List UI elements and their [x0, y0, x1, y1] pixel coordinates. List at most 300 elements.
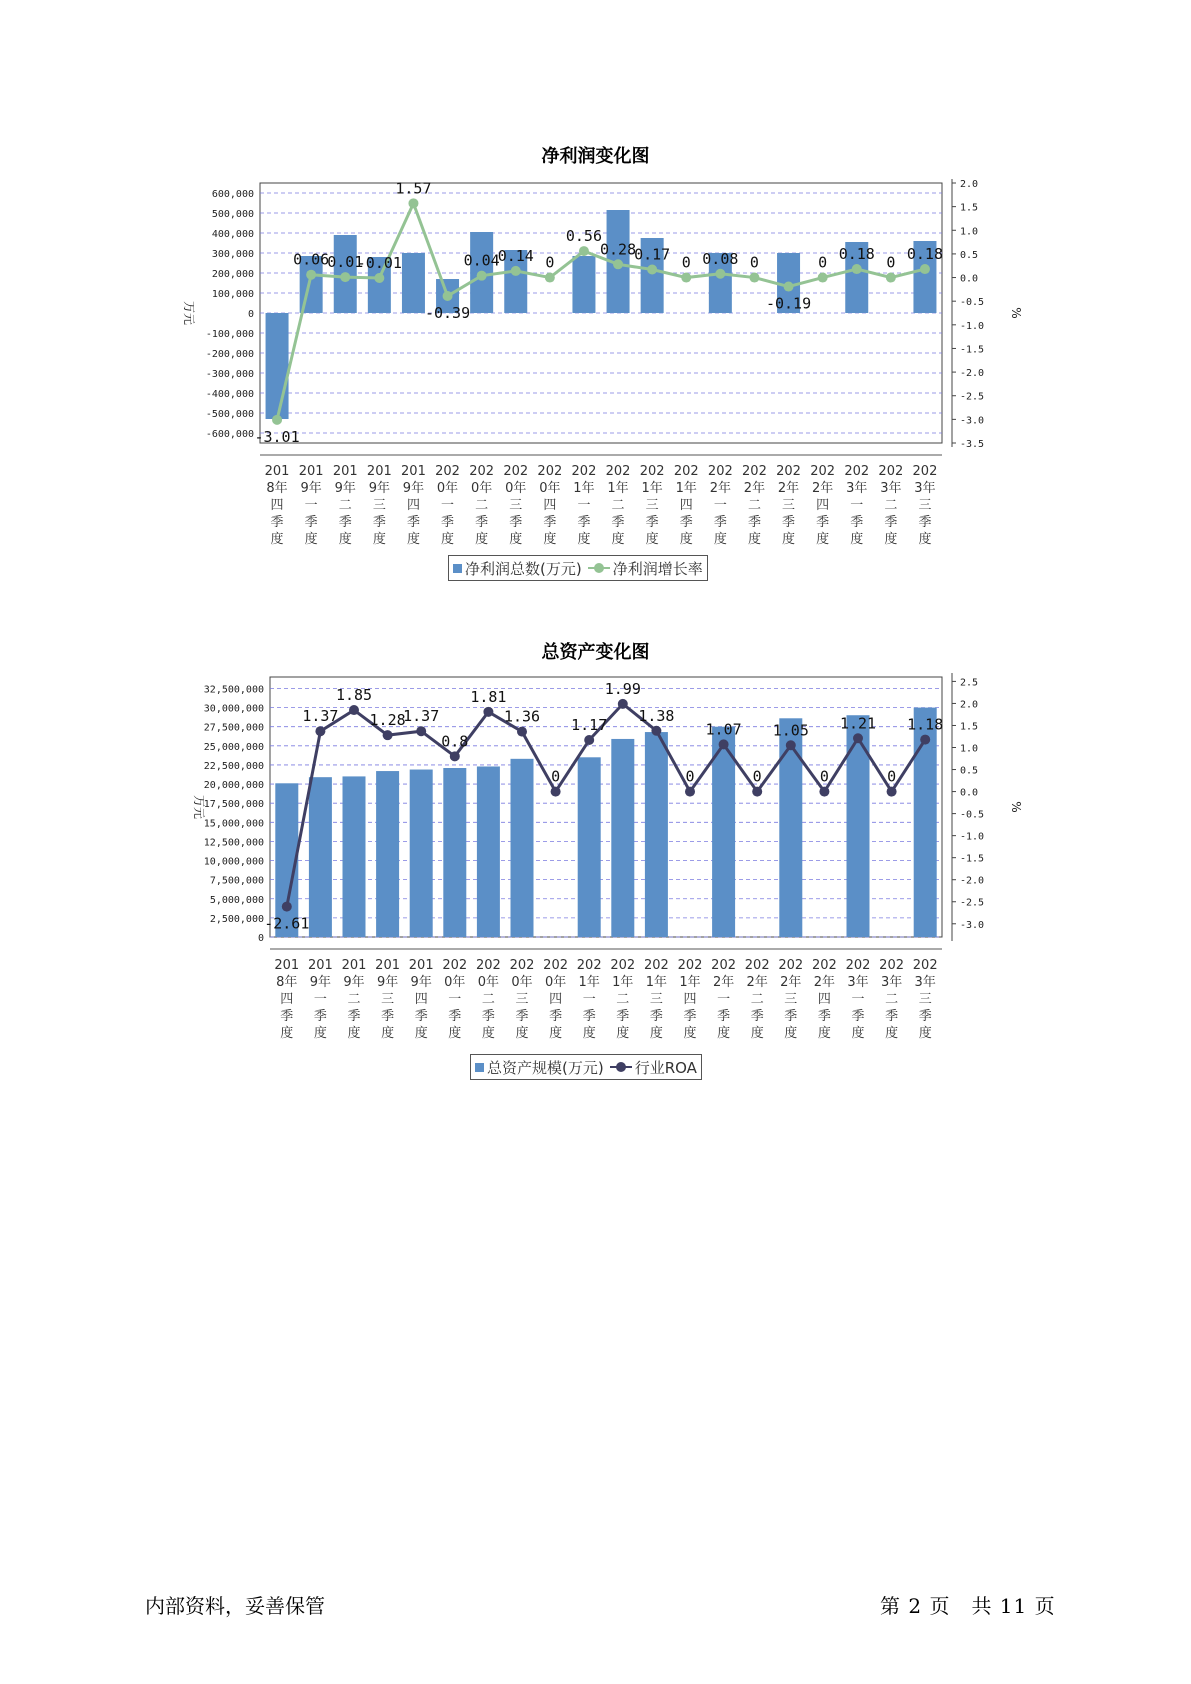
x-tick-label: 季 — [441, 515, 455, 530]
line-point — [752, 787, 762, 797]
line-point — [651, 726, 661, 736]
x-tick-label: 202 — [879, 958, 905, 973]
x-tick-label: 度 — [884, 532, 898, 547]
x-tick-label: 三 — [372, 498, 386, 513]
x-tick-label: 度 — [582, 1026, 596, 1041]
line-point — [306, 270, 316, 280]
x-tick-label: 度 — [817, 1026, 831, 1041]
x-tick-label: 度 — [515, 1026, 529, 1041]
data-label: 0 — [752, 767, 762, 786]
data-label: 0.56 — [565, 227, 603, 246]
x-tick-label: 一 — [577, 498, 591, 513]
x-tick-label: 三 — [381, 992, 395, 1007]
line-point — [349, 705, 359, 715]
x-tick-label: 3年 — [880, 975, 903, 990]
x-tick-label: 四 — [816, 498, 830, 513]
data-label: 1.81 — [470, 687, 507, 706]
y2-tick-label: -3.0 — [960, 415, 985, 427]
legend-label: 净利润增长率 — [612, 559, 703, 578]
data-label: 0.08 — [702, 249, 739, 268]
x-tick-label: 0年 — [544, 975, 567, 990]
x-tick-label: 1年 — [607, 481, 629, 496]
y-tick-label: 500,000 — [211, 209, 254, 220]
x-tick-label: 202 — [639, 464, 665, 479]
bar — [611, 739, 634, 937]
x-tick-label: 度 — [616, 1026, 630, 1041]
x-tick-label: 9年 — [309, 975, 332, 990]
x-tick-label: 度 — [509, 532, 523, 547]
y-tick-label: 30,000,000 — [203, 703, 264, 715]
y-axis-unit-label: 万元 — [192, 794, 206, 820]
line-point — [647, 265, 657, 275]
x-tick-label: 201 — [341, 958, 367, 973]
x-tick-label: 二 — [338, 498, 352, 513]
x-tick-label: 3年 — [847, 975, 869, 990]
x-tick-label: 四 — [683, 992, 697, 1007]
bar — [266, 313, 289, 419]
x-tick-label: 0年 — [505, 481, 527, 496]
y2-tick-label: -1.5 — [960, 853, 985, 865]
y2-tick-label: -0.5 — [960, 297, 985, 309]
total-assets-legend — [470, 1054, 702, 1080]
x-tick-label: 度 — [414, 1026, 428, 1041]
x-tick-label: 202 — [509, 958, 535, 973]
x-tick-label: 度 — [683, 1026, 697, 1041]
y-tick-label: 600,000 — [211, 189, 254, 200]
x-tick-label: 度 — [280, 1026, 294, 1041]
x-tick-label: 度 — [816, 532, 830, 547]
x-tick-label: 季 — [784, 1009, 798, 1024]
x-tick-label: 201 — [274, 958, 300, 973]
x-tick-label: 度 — [372, 532, 386, 547]
x-tick-label: 度 — [481, 1026, 495, 1041]
y-tick-label: 5,000,000 — [209, 894, 264, 906]
x-tick-label: 二 — [885, 992, 899, 1007]
x-tick-label: 季 — [679, 515, 693, 530]
x-tick-label: 9年 — [368, 481, 390, 496]
y-tick-label: 300,000 — [211, 249, 254, 260]
x-tick-label: 季 — [616, 1009, 630, 1024]
x-tick-label: 一 — [713, 498, 727, 513]
bar — [309, 777, 332, 937]
x-tick-label: 度 — [313, 1026, 327, 1041]
line-point — [719, 739, 729, 749]
x-tick-label: 202 — [643, 958, 669, 973]
chart-title-total-assets: 总资产变化图 — [541, 642, 650, 663]
y2-tick-label: 1.0 — [960, 743, 979, 755]
x-tick-label: 201 — [375, 958, 401, 973]
chart-title-net-profit: 净利润变化图 — [541, 146, 650, 167]
plot-area — [260, 183, 942, 443]
line-point — [408, 198, 418, 208]
line-point — [715, 269, 725, 279]
x-tick-label: 二 — [884, 498, 898, 513]
bar — [572, 256, 595, 313]
y2-tick-label: 2.5 — [960, 677, 979, 689]
data-label: 0 — [818, 253, 828, 272]
x-tick-label: 度 — [577, 532, 591, 547]
x-tick-label: 度 — [918, 532, 932, 547]
y2-tick-label: -2.0 — [960, 875, 985, 887]
footer-confidential-note: 内部资料，妥善保管 — [145, 1594, 325, 1618]
x-tick-label: 二 — [616, 992, 630, 1007]
x-tick-label: 度 — [679, 532, 693, 547]
x-tick-label: 季 — [747, 515, 761, 530]
x-tick-label: 度 — [406, 532, 420, 547]
x-tick-label: 一 — [313, 992, 327, 1007]
x-tick-label: 季 — [918, 515, 932, 530]
x-tick-label: 度 — [717, 1026, 731, 1041]
x-tick-label: 三 — [515, 992, 529, 1007]
x-tick-label: 3年 — [914, 481, 936, 496]
x-tick-label: 201 — [307, 958, 333, 973]
x-tick-label: 度 — [304, 532, 318, 547]
x-tick-label: 二 — [347, 992, 361, 1007]
x-tick-label: 三 — [509, 498, 523, 513]
x-tick-label: 季 — [683, 1009, 697, 1024]
x-tick-label: 202 — [605, 464, 631, 479]
x-tick-label: 季 — [313, 1009, 327, 1024]
x-tick-label: 季 — [414, 1009, 428, 1024]
legend-label: 净利润总数(万元) — [465, 559, 582, 578]
line-point — [818, 273, 828, 283]
x-tick-label: 季 — [372, 515, 386, 530]
x-tick-label: 202 — [778, 958, 804, 973]
data-label: 0.01 — [327, 253, 364, 272]
x-tick-label: 度 — [649, 1026, 663, 1041]
y-tick-label: 15,000,000 — [203, 818, 264, 830]
x-tick-label: 度 — [784, 1026, 798, 1041]
y-tick-label: -300,000 — [205, 369, 254, 380]
line-point — [517, 727, 527, 737]
x-tick-label: 季 — [280, 1009, 294, 1024]
x-tick-label: 季 — [475, 515, 489, 530]
y-tick-label: -600,000 — [205, 429, 254, 440]
x-tick-label: 1年 — [612, 975, 634, 990]
x-tick-label: 202 — [707, 464, 733, 479]
x-tick-label: 一 — [582, 992, 596, 1007]
data-label: 1.37 — [302, 707, 339, 726]
x-tick-label: 季 — [645, 515, 659, 530]
x-tick-label: 一 — [441, 498, 455, 513]
x-tick-label: 季 — [481, 1009, 495, 1024]
x-tick-label: 9年 — [300, 481, 322, 496]
x-tick-label: 9年 — [334, 481, 356, 496]
x-tick-label: 201 — [366, 464, 392, 479]
line-point — [477, 271, 487, 281]
x-tick-label: 202 — [576, 958, 602, 973]
data-label: 0.18 — [906, 245, 944, 264]
line-point — [416, 726, 426, 736]
data-label: -0.39 — [424, 303, 471, 322]
data-label: 0.28 — [599, 240, 637, 259]
x-tick-label: 202 — [742, 464, 767, 479]
x-tick-label: 一 — [717, 992, 731, 1007]
x-tick-label: 2年 — [813, 975, 836, 990]
line-point — [681, 273, 691, 283]
line-point — [749, 273, 759, 283]
x-tick-label: 202 — [610, 958, 636, 973]
y-tick-label: -200,000 — [205, 349, 254, 360]
y-tick-label: 200,000 — [211, 269, 254, 280]
bar — [645, 732, 668, 937]
line-point — [819, 787, 829, 797]
x-tick-label: 季 — [611, 515, 625, 530]
y-tick-label: 20,000,000 — [203, 780, 264, 792]
y2-tick-label: 1.5 — [960, 202, 979, 214]
y2-tick-label: 2.0 — [960, 699, 979, 711]
data-label: 1.07 — [705, 720, 742, 739]
x-tick-label: 三 — [918, 992, 932, 1007]
x-tick-label: 8年 — [276, 975, 298, 990]
x-tick-label: 季 — [381, 1009, 395, 1024]
y-tick-label: 0 — [257, 933, 264, 944]
x-tick-label: 202 — [912, 464, 938, 479]
x-tick-label: 202 — [711, 958, 737, 973]
line-point — [545, 273, 555, 283]
bar — [376, 771, 399, 937]
data-label: -0.01 — [356, 254, 402, 273]
x-tick-label: 1年 — [573, 481, 595, 496]
data-label: 0 — [685, 767, 695, 786]
x-tick-label: 季 — [885, 1009, 899, 1024]
x-tick-label: 一 — [851, 992, 865, 1007]
data-label: 1.21 — [839, 714, 877, 733]
y-tick-label: 17,500,000 — [203, 799, 264, 811]
line-point — [920, 264, 930, 274]
x-tick-label: 202 — [845, 958, 871, 973]
y-tick-label: 12,500,000 — [203, 837, 264, 849]
x-tick-label: 度 — [347, 1026, 361, 1041]
x-tick-label: 度 — [645, 532, 659, 547]
legend-item-industry-roa — [610, 1057, 697, 1078]
x-tick-label: 2年 — [743, 481, 766, 496]
x-tick-label: 一 — [850, 498, 864, 513]
x-tick-label: 季 — [918, 1009, 932, 1024]
x-tick-label: 9年 — [343, 975, 365, 990]
y-tick-label: 22,500,000 — [203, 760, 264, 772]
y2-tick-label: 2.0 — [960, 179, 979, 190]
x-tick-label: 8年 — [266, 481, 288, 496]
data-label: 1.99 — [604, 679, 641, 698]
x-tick-label: 度 — [475, 532, 489, 547]
bar — [443, 768, 466, 937]
y-tick-label: 27,500,000 — [203, 722, 264, 734]
x-tick-label: 四 — [543, 498, 557, 513]
x-tick-label: 201 — [401, 464, 426, 479]
bar — [402, 253, 425, 313]
x-tick-label: 季 — [270, 515, 284, 530]
x-tick-label: 202 — [878, 464, 904, 479]
x-tick-label: 三 — [649, 992, 663, 1007]
x-tick-label: 2年 — [746, 975, 768, 990]
x-tick-label: 四 — [679, 498, 693, 513]
legend-label: 总资产规模(万元) — [487, 1058, 604, 1077]
x-tick-label: 度 — [338, 532, 352, 547]
y-axis-unit-label: 万元 — [182, 300, 196, 326]
x-tick-label: 四 — [549, 992, 563, 1007]
x-tick-label: 1年 — [645, 975, 668, 990]
total-assets-chart — [0, 672, 1191, 1052]
data-label: 1.37 — [403, 707, 440, 726]
x-tick-label: 9年 — [402, 481, 425, 496]
y2-tick-label: -2.5 — [960, 897, 985, 909]
x-tick-label: 3年 — [914, 975, 936, 990]
y-tick-label: 400,000 — [211, 229, 254, 240]
y2-axis-unit-label: % — [1009, 801, 1023, 813]
data-label: 0 — [681, 253, 691, 272]
x-tick-label: 二 — [475, 498, 489, 513]
bar — [410, 770, 433, 937]
x-tick-label: 202 — [844, 464, 870, 479]
x-tick-label: 1年 — [679, 975, 701, 990]
x-tick-label: 度 — [381, 1026, 395, 1041]
y2-tick-label: -2.0 — [960, 368, 985, 380]
line-point — [853, 733, 863, 743]
line-point — [282, 902, 292, 912]
line-point — [786, 740, 796, 750]
x-tick-label: 度 — [747, 532, 761, 547]
x-tick-label: 3年 — [846, 481, 868, 496]
x-tick-label: 9年 — [376, 975, 399, 990]
x-tick-label: 季 — [577, 515, 591, 530]
data-label: 1.36 — [503, 707, 541, 726]
y2-tick-label: -2.5 — [960, 391, 985, 403]
x-tick-label: 201 — [332, 464, 358, 479]
data-label: 0.06 — [293, 250, 330, 269]
x-tick-label: 度 — [918, 1026, 932, 1041]
x-tick-label: 202 — [571, 464, 597, 479]
data-label: 0.8 — [441, 732, 469, 751]
bar — [779, 718, 802, 937]
x-tick-label: 四 — [406, 498, 420, 513]
x-tick-label: 1年 — [578, 975, 600, 990]
x-tick-label: 二 — [750, 992, 764, 1007]
y2-axis-unit-label: % — [1009, 307, 1023, 319]
line-point — [374, 273, 384, 283]
data-label: 0 — [545, 253, 555, 272]
x-tick-label: 202 — [503, 464, 529, 479]
x-tick-label: 季 — [347, 1009, 361, 1024]
x-tick-label: 季 — [549, 1009, 563, 1024]
x-tick-label: 202 — [912, 958, 938, 973]
x-tick-label: 二 — [611, 498, 625, 513]
x-tick-label: 四 — [414, 992, 428, 1007]
x-tick-label: 季 — [543, 515, 557, 530]
x-tick-label: 3年 — [880, 481, 902, 496]
legend-label: 行业ROA — [634, 1058, 697, 1077]
y2-tick-label: -3.0 — [960, 919, 985, 931]
x-tick-label: 202 — [677, 958, 703, 973]
data-label: 1.18 — [907, 715, 944, 734]
x-tick-label: 度 — [713, 532, 727, 547]
x-tick-label: 四 — [270, 498, 284, 513]
x-tick-label: 季 — [338, 515, 352, 530]
line-point — [887, 787, 897, 797]
x-tick-label: 度 — [448, 1026, 462, 1041]
y-tick-label: 7,500,000 — [209, 875, 264, 887]
y2-tick-label: 1.5 — [960, 721, 979, 733]
y-tick-label: -100,000 — [205, 329, 254, 340]
x-tick-label: 1年 — [675, 481, 697, 496]
y2-tick-label: 0.5 — [960, 249, 979, 261]
x-tick-label: 一 — [304, 498, 318, 513]
x-tick-label: 三 — [645, 498, 659, 513]
x-tick-label: 季 — [782, 515, 796, 530]
line-point — [483, 707, 493, 717]
data-label: 0.14 — [497, 246, 534, 265]
line-marker-swatch-icon — [588, 563, 610, 573]
x-tick-label: 季 — [851, 1009, 865, 1024]
line-point — [920, 735, 930, 745]
x-tick-label: 202 — [543, 958, 569, 973]
x-tick-label: 202 — [435, 464, 460, 479]
data-label: 1.38 — [638, 706, 675, 725]
data-label: 0.17 — [634, 245, 671, 264]
line-point — [340, 272, 350, 282]
y2-tick-label: 0.0 — [960, 787, 979, 799]
data-label: 1.05 — [772, 721, 809, 740]
line-point — [584, 735, 594, 745]
x-tick-label: 202 — [811, 958, 837, 973]
line-point — [852, 264, 862, 274]
x-tick-label: 二 — [481, 992, 495, 1007]
x-tick-label: 202 — [475, 958, 501, 973]
x-tick-label: 一 — [448, 992, 462, 1007]
y2-tick-label: -1.5 — [960, 344, 985, 356]
y-tick-label: 100,000 — [211, 289, 254, 300]
x-tick-label: 季 — [816, 515, 830, 530]
data-label: 1.17 — [571, 716, 608, 735]
y-tick-label: 32,500,000 — [203, 684, 264, 696]
x-tick-label: 2年 — [709, 481, 731, 496]
y2-tick-label: 1.0 — [960, 226, 979, 238]
y-tick-label: 0 — [247, 309, 254, 320]
line-point — [613, 259, 623, 269]
x-tick-label: 季 — [509, 515, 523, 530]
x-tick-label: 季 — [817, 1009, 831, 1024]
x-tick-label: 0年 — [471, 481, 493, 496]
bar-swatch-icon — [475, 1063, 484, 1072]
x-tick-label: 0年 — [444, 975, 466, 990]
line-point — [886, 273, 896, 283]
y-tick-label: 25,000,000 — [203, 741, 264, 753]
x-tick-label: 0年 — [477, 975, 500, 990]
x-tick-label: 202 — [537, 464, 563, 479]
bar — [477, 766, 500, 937]
y-tick-label: 2,500,000 — [209, 913, 264, 925]
y2-tick-label: -1.0 — [960, 320, 985, 332]
x-tick-label: 季 — [515, 1009, 529, 1024]
x-tick-label: 202 — [776, 464, 801, 479]
line-point — [315, 726, 325, 736]
x-tick-label: 202 — [744, 958, 770, 973]
line-point — [272, 415, 282, 425]
x-tick-label: 度 — [270, 532, 284, 547]
data-label: 0.18 — [838, 245, 875, 264]
x-tick-label: 202 — [810, 464, 836, 479]
bar — [578, 757, 601, 937]
x-tick-label: 0年 — [436, 481, 459, 496]
line-point — [511, 266, 521, 276]
y-tick-label: -400,000 — [205, 389, 254, 400]
data-label: 0 — [887, 767, 897, 786]
x-tick-label: 四 — [817, 992, 831, 1007]
x-tick-label: 季 — [750, 1009, 764, 1024]
x-tick-label: 三 — [782, 498, 796, 513]
x-tick-label: 季 — [448, 1009, 462, 1024]
line-point — [383, 730, 393, 740]
